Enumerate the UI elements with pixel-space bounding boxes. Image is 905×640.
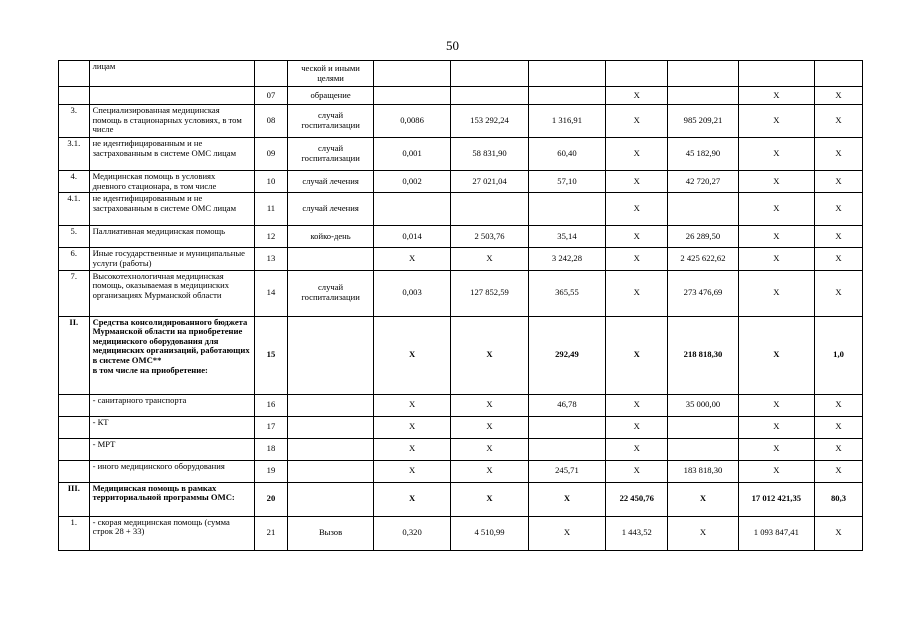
col-total-budget-cell: 42 720,27 bbox=[668, 171, 738, 193]
row-number-cell: 3.1. bbox=[59, 138, 90, 171]
col-total-oms-cell: X bbox=[738, 460, 814, 482]
col-per-capita-oms-cell: X bbox=[606, 248, 668, 270]
col-norm-cost-cell: X bbox=[451, 248, 528, 270]
col-per-capita-oms-cell: X bbox=[606, 270, 668, 316]
col-percent-cell: X bbox=[815, 138, 863, 171]
col-per-capita-budget-cell: 46,78 bbox=[528, 394, 605, 416]
col-total-oms-cell: X bbox=[738, 438, 814, 460]
col-percent-cell: X bbox=[815, 171, 863, 193]
col-per-capita-budget-cell: 3 242,28 bbox=[528, 248, 605, 270]
col-percent-cell: X bbox=[815, 416, 863, 438]
table-row bbox=[59, 87, 863, 105]
table-row bbox=[59, 394, 863, 416]
col-per-capita-oms-cell: 22 450,76 bbox=[606, 482, 668, 516]
table-row bbox=[59, 516, 863, 550]
col-norm-cost-cell: 2 503,76 bbox=[451, 226, 528, 248]
col-total-oms-cell: 17 012 421,35 bbox=[738, 482, 814, 516]
row-number-cell: 3. bbox=[59, 105, 90, 138]
col-percent-cell: X bbox=[815, 87, 863, 105]
row-unit-cell: случай госпитализации bbox=[288, 270, 374, 316]
row-code-cell: 20 bbox=[254, 482, 288, 516]
col-per-capita-oms-cell: X bbox=[606, 171, 668, 193]
col-volume-cell: X bbox=[373, 394, 450, 416]
col-percent-cell: X bbox=[815, 226, 863, 248]
col-total-budget-cell: 273 476,69 bbox=[668, 270, 738, 316]
row-number-cell bbox=[59, 394, 90, 416]
col-per-capita-budget-cell: 365,55 bbox=[528, 270, 605, 316]
col-per-capita-budget-cell bbox=[528, 61, 605, 87]
col-per-capita-budget-cell: 1 316,91 bbox=[528, 105, 605, 138]
row-unit-cell bbox=[288, 482, 374, 516]
row-name-subtext: в том числе на приобретение: bbox=[92, 364, 208, 375]
row-unit-cell: обращение bbox=[288, 87, 374, 105]
col-per-capita-budget-cell: 35,14 bbox=[528, 226, 605, 248]
row-name-cell: Иные государственные и муниципальные услуги (работы) bbox=[89, 248, 254, 270]
row-number-cell: 4. bbox=[59, 171, 90, 193]
col-total-oms-cell: X bbox=[738, 394, 814, 416]
row-code-cell: 12 bbox=[254, 226, 288, 248]
col-total-budget-cell bbox=[668, 193, 738, 226]
row-name-cell: - КТ bbox=[89, 416, 254, 438]
col-per-capita-oms-cell: X bbox=[606, 193, 668, 226]
table-row bbox=[59, 61, 863, 87]
table-row bbox=[59, 105, 863, 138]
table-row bbox=[59, 270, 863, 316]
row-number-cell bbox=[59, 61, 90, 87]
col-norm-cost-cell: X bbox=[451, 460, 528, 482]
col-norm-cost-cell: 27 021,04 bbox=[451, 171, 528, 193]
row-number-cell: 4.1. bbox=[59, 193, 90, 226]
col-percent-cell: X bbox=[815, 193, 863, 226]
row-code-cell: 19 bbox=[254, 460, 288, 482]
program-cost-table bbox=[58, 60, 863, 551]
row-name-cell: Медицинская помощь в условиях дневного стационара, в том числе bbox=[89, 171, 254, 193]
col-volume-cell bbox=[373, 61, 450, 87]
col-total-budget-cell bbox=[668, 61, 738, 87]
row-unit-cell bbox=[288, 316, 374, 394]
row-name-cell: - скорая медицинская помощь (сумма строк 28 + 33) bbox=[89, 516, 254, 550]
col-total-oms-cell: X bbox=[738, 226, 814, 248]
col-total-oms-cell: X bbox=[738, 193, 814, 226]
row-unit-cell: случай лечения bbox=[288, 171, 374, 193]
row-unit-cell bbox=[288, 416, 374, 438]
row-number-cell: 1. bbox=[59, 516, 90, 550]
row-number-cell: 5. bbox=[59, 226, 90, 248]
col-per-capita-oms-cell: X bbox=[606, 138, 668, 171]
col-percent-cell: X bbox=[815, 438, 863, 460]
col-percent-cell: X bbox=[815, 248, 863, 270]
col-total-budget-cell: 26 289,50 bbox=[668, 226, 738, 248]
col-per-capita-oms-cell: X bbox=[606, 394, 668, 416]
col-total-budget-cell bbox=[668, 87, 738, 105]
row-name-cell: - санитарного транспорта bbox=[89, 394, 254, 416]
col-norm-cost-cell: X bbox=[451, 416, 528, 438]
col-percent-cell: 80,3 bbox=[815, 482, 863, 516]
col-total-oms-cell: 1 093 847,41 bbox=[738, 516, 814, 550]
col-per-capita-budget-cell: 60,40 bbox=[528, 138, 605, 171]
table-row bbox=[59, 460, 863, 482]
col-per-capita-budget-cell: 245,71 bbox=[528, 460, 605, 482]
table-row bbox=[59, 248, 863, 270]
row-number-cell bbox=[59, 416, 90, 438]
col-volume-cell: 0,014 bbox=[373, 226, 450, 248]
col-total-budget-cell: 183 818,30 bbox=[668, 460, 738, 482]
table-row bbox=[59, 316, 863, 394]
col-percent-cell: X bbox=[815, 516, 863, 550]
col-total-oms-cell bbox=[738, 61, 814, 87]
row-name-cell: не идентифицированным и не застрахованным в системе ОМС лицам bbox=[89, 193, 254, 226]
col-norm-cost-cell bbox=[451, 87, 528, 105]
col-per-capita-oms-cell: X bbox=[606, 105, 668, 138]
col-per-capita-oms-cell: X bbox=[606, 226, 668, 248]
table-row bbox=[59, 438, 863, 460]
row-code-cell: 09 bbox=[254, 138, 288, 171]
col-total-budget-cell bbox=[668, 416, 738, 438]
col-total-budget-cell: 35 000,00 bbox=[668, 394, 738, 416]
col-volume-cell: X bbox=[373, 248, 450, 270]
row-unit-cell: Вызов bbox=[288, 516, 374, 550]
col-volume-cell: X bbox=[373, 438, 450, 460]
row-code-cell: 16 bbox=[254, 394, 288, 416]
col-total-budget-cell: 218 818,30 bbox=[668, 316, 738, 394]
col-total-oms-cell: X bbox=[738, 416, 814, 438]
col-norm-cost-cell: 4 510,99 bbox=[451, 516, 528, 550]
row-number-cell bbox=[59, 460, 90, 482]
col-norm-cost-cell: X bbox=[451, 394, 528, 416]
col-total-oms-cell: X bbox=[738, 248, 814, 270]
table-body bbox=[59, 61, 863, 551]
row-name-cell: лицам bbox=[89, 61, 254, 87]
row-number-cell: 6. bbox=[59, 248, 90, 270]
col-percent-cell: 1,0 bbox=[815, 316, 863, 394]
row-code-cell: 14 bbox=[254, 270, 288, 316]
row-code-cell: 15 bbox=[254, 316, 288, 394]
row-name-cell: Специализированная медицинская помощь в стационарных условиях, в том числе bbox=[89, 105, 254, 138]
col-volume-cell: 0,002 bbox=[373, 171, 450, 193]
col-per-capita-budget-cell bbox=[528, 193, 605, 226]
col-per-capita-oms-cell: X bbox=[606, 87, 668, 105]
table-row bbox=[59, 193, 863, 226]
row-code-cell: 10 bbox=[254, 171, 288, 193]
col-total-oms-cell: X bbox=[738, 138, 814, 171]
col-percent-cell: X bbox=[815, 270, 863, 316]
col-volume-cell: X bbox=[373, 460, 450, 482]
col-per-capita-budget-cell: X bbox=[528, 516, 605, 550]
col-per-capita-budget-cell: 292,49 bbox=[528, 316, 605, 394]
col-per-capita-oms-cell: X bbox=[606, 316, 668, 394]
row-name-cell bbox=[89, 316, 254, 394]
col-volume-cell: X bbox=[373, 416, 450, 438]
row-code-cell: 21 bbox=[254, 516, 288, 550]
row-name-cell: Паллиативная медицинская помощь bbox=[89, 226, 254, 248]
row-number-cell: II. bbox=[59, 316, 90, 394]
col-norm-cost-cell: X bbox=[451, 438, 528, 460]
col-percent-cell: X bbox=[815, 394, 863, 416]
col-total-budget-cell: X bbox=[668, 482, 738, 516]
col-total-oms-cell: X bbox=[738, 171, 814, 193]
col-per-capita-budget-cell bbox=[528, 438, 605, 460]
col-volume-cell: 0,001 bbox=[373, 138, 450, 171]
col-volume-cell: 0,003 bbox=[373, 270, 450, 316]
row-unit-cell bbox=[288, 394, 374, 416]
col-total-oms-cell: X bbox=[738, 87, 814, 105]
row-code-cell: 11 bbox=[254, 193, 288, 226]
col-norm-cost-cell: 58 831,90 bbox=[451, 138, 528, 171]
col-volume-cell: 0,320 bbox=[373, 516, 450, 550]
col-percent-cell bbox=[815, 61, 863, 87]
table-row bbox=[59, 171, 863, 193]
row-number-cell bbox=[59, 87, 90, 105]
col-volume-cell bbox=[373, 193, 450, 226]
row-name-cell bbox=[89, 87, 254, 105]
row-code-cell: 08 bbox=[254, 105, 288, 138]
col-per-capita-oms-cell: X bbox=[606, 416, 668, 438]
row-unit-cell: случай госпитализации bbox=[288, 105, 374, 138]
col-per-capita-oms-cell: 1 443,52 bbox=[606, 516, 668, 550]
col-percent-cell: X bbox=[815, 105, 863, 138]
col-total-budget-cell bbox=[668, 438, 738, 460]
row-name-text: Средства консолидированного бюджета Мурманской области на приобретение медицинского оборудования для медицинских организаций, работающих в системе ОМС** bbox=[92, 316, 250, 365]
page-number: 50 bbox=[446, 38, 459, 53]
row-code-cell: 07 bbox=[254, 87, 288, 105]
col-volume-cell: X bbox=[373, 482, 450, 516]
col-per-capita-budget-cell: 57,10 bbox=[528, 171, 605, 193]
col-norm-cost-cell: 127 852,59 bbox=[451, 270, 528, 316]
table-row bbox=[59, 416, 863, 438]
col-per-capita-budget-cell: X bbox=[528, 482, 605, 516]
col-total-oms-cell: X bbox=[738, 316, 814, 394]
col-volume-cell bbox=[373, 87, 450, 105]
col-volume-cell: 0,0086 bbox=[373, 105, 450, 138]
table-row bbox=[59, 138, 863, 171]
row-unit-cell: случай госпитализации bbox=[288, 138, 374, 171]
col-total-oms-cell: X bbox=[738, 105, 814, 138]
row-code-cell: 18 bbox=[254, 438, 288, 460]
col-volume-cell: X bbox=[373, 316, 450, 394]
col-total-budget-cell: 2 425 622,62 bbox=[668, 248, 738, 270]
row-unit-cell: ческой и иными целями bbox=[288, 61, 374, 87]
col-per-capita-oms-cell: X bbox=[606, 438, 668, 460]
table-row bbox=[59, 482, 863, 516]
row-number-cell bbox=[59, 438, 90, 460]
row-code-cell bbox=[254, 61, 288, 87]
col-total-budget-cell: 985 209,21 bbox=[668, 105, 738, 138]
table-row bbox=[59, 226, 863, 248]
row-unit-cell: случай лечения bbox=[288, 193, 374, 226]
row-name-cell: Высокотехнологичная медицинская помощь, оказываемая в медицинских организациях Мурманской области bbox=[89, 270, 254, 316]
row-code-cell: 13 bbox=[254, 248, 288, 270]
row-unit-cell bbox=[288, 460, 374, 482]
row-number-cell: 7. bbox=[59, 270, 90, 316]
row-unit-cell bbox=[288, 248, 374, 270]
col-total-budget-cell: X bbox=[668, 516, 738, 550]
col-percent-cell: X bbox=[815, 460, 863, 482]
row-unit-cell: койко-день bbox=[288, 226, 374, 248]
row-name-cell: не идентифицированным и не застрахованным в системе ОМС лицам bbox=[89, 138, 254, 171]
row-name-cell: - иного медицинского оборудования bbox=[89, 460, 254, 482]
row-unit-cell bbox=[288, 438, 374, 460]
col-per-capita-budget-cell bbox=[528, 87, 605, 105]
col-norm-cost-cell bbox=[451, 61, 528, 87]
row-code-cell: 17 bbox=[254, 416, 288, 438]
col-total-budget-cell: 45 182,90 bbox=[668, 138, 738, 171]
col-per-capita-oms-cell bbox=[606, 61, 668, 87]
col-per-capita-oms-cell: X bbox=[606, 460, 668, 482]
row-name-cell: Медицинская помощь в рамках территориальной программы ОМС: bbox=[89, 482, 254, 516]
col-per-capita-budget-cell bbox=[528, 416, 605, 438]
col-norm-cost-cell bbox=[451, 193, 528, 226]
row-number-cell: III. bbox=[59, 482, 90, 516]
col-total-oms-cell: X bbox=[738, 270, 814, 316]
row-name-cell: - МРТ bbox=[89, 438, 254, 460]
col-norm-cost-cell: X bbox=[451, 482, 528, 516]
col-norm-cost-cell: 153 292,24 bbox=[451, 105, 528, 138]
col-norm-cost-cell: X bbox=[451, 316, 528, 394]
